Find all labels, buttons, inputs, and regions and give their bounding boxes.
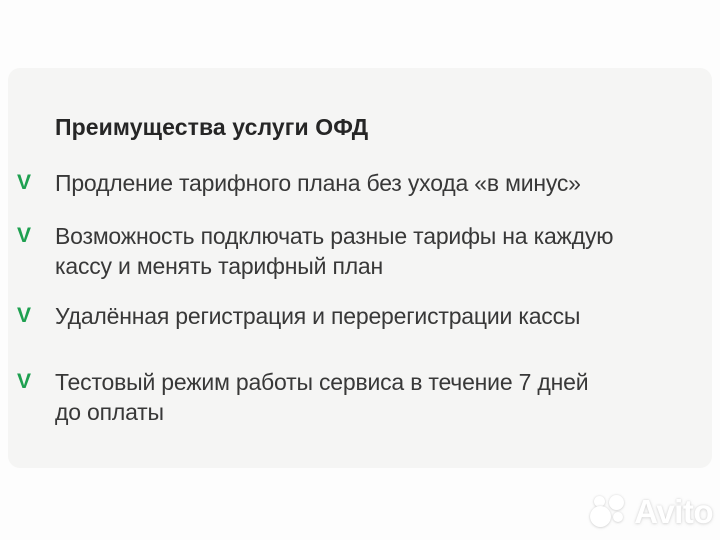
benefit-line: Тестовый режим работы сервиса в течение 7 дней — [55, 369, 589, 395]
avito-watermark — [589, 492, 713, 532]
benefit-line: до оплаты — [55, 399, 164, 425]
list-item — [17, 221, 702, 281]
benefit-line: Удалённая регистрация и перерегистрации кассы — [55, 303, 581, 329]
logo-circle — [609, 495, 624, 510]
logo-circle — [613, 512, 623, 522]
benefit-line: кассу и менять тарифный план — [55, 253, 384, 279]
list-item — [17, 168, 702, 198]
benefit-text — [55, 168, 581, 198]
benefits-list — [17, 168, 702, 427]
benefit-text — [55, 301, 580, 331]
list-item — [17, 301, 702, 331]
benefit-line: Возможность подключать разные тарифы на каждую — [55, 223, 614, 249]
watermark-label: Avito — [634, 493, 713, 530]
benefit-line: Продление тарифного плана без ухода «в минус» — [55, 170, 581, 196]
card-title: Преимущества услуги ОФД — [55, 114, 369, 140]
benefit-text — [55, 221, 613, 281]
check-icon: V — [17, 171, 32, 194]
benefits-card — [8, 68, 712, 468]
check-icon: V — [17, 304, 32, 327]
check-icon: V — [17, 224, 32, 247]
check-icon: V — [17, 370, 32, 393]
list-item — [17, 367, 702, 427]
avito-circles-logo-icon — [589, 492, 631, 532]
logo-circle — [590, 506, 611, 527]
benefit-text — [55, 367, 588, 427]
